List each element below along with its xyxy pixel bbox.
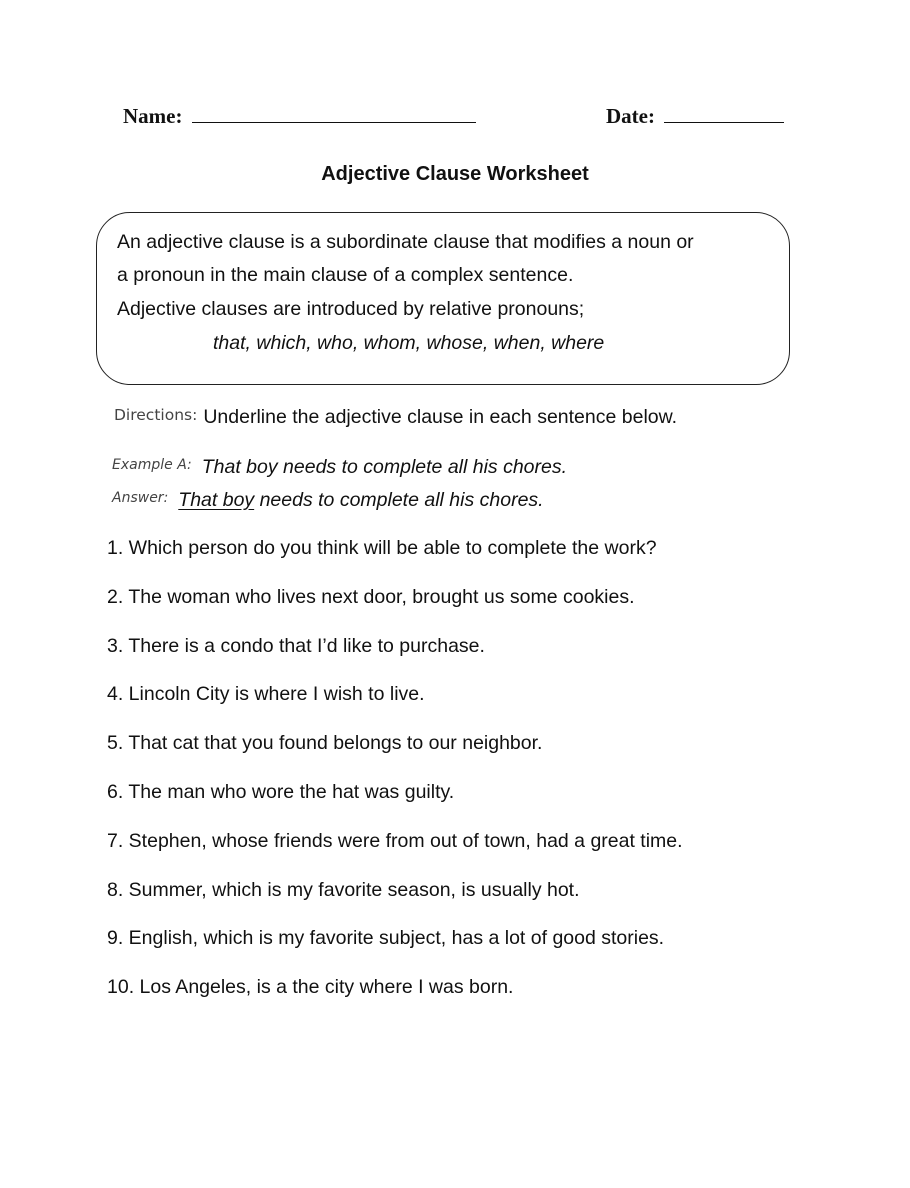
sentence-item: 1. Which person do you think will be able to complete the work? <box>107 537 657 559</box>
sentence-item: 8. Summer, which is my favorite season, is usually hot. <box>107 878 580 901</box>
answer-rest-text: needs to complete all his chores. <box>254 489 544 511</box>
date-field-group <box>606 104 784 129</box>
example-label: Example A: <box>112 457 192 473</box>
directions-label: Directions: <box>114 406 198 424</box>
directions <box>114 406 677 429</box>
date-label: Date: <box>606 104 655 128</box>
definition-line-2: a pronoun in the main clause of a complex sentence. <box>117 264 574 286</box>
worksheet-title: Adjective Clause Worksheet <box>321 163 589 185</box>
sentence-item: 7. Stephen, whose friends were from out of town, had a great time. <box>107 829 683 852</box>
definition-line-3: Adjective clauses are introduced by relative pronouns; <box>117 298 585 320</box>
sentence-item: 6. The man who wore the hat was guilty. <box>107 780 455 803</box>
definition-box <box>96 212 790 385</box>
answer-row <box>112 489 544 512</box>
sentence-item: 3. There is a condo that I’d like to purchase. <box>107 634 485 657</box>
sentence-item: 2. The woman who lives next door, brought us some cookies. <box>107 585 635 608</box>
answer-underlined-clause: That boy <box>178 489 255 511</box>
date-blank-line[interactable] <box>664 104 784 123</box>
sentence-item: 9. English, which is my favorite subject, has a lot of good stories. <box>107 927 665 950</box>
sentence-item: 5. That cat that you found belongs to our neighbor. <box>107 732 543 755</box>
name-blank-line[interactable] <box>192 104 476 123</box>
name-label: Name: <box>123 104 183 128</box>
name-field-group <box>123 104 476 129</box>
relative-pronouns-list: that, which, who, whom, whose, when, where <box>213 332 605 354</box>
directions-text: Underline the adjective clause in each sentence below. <box>203 406 678 428</box>
header-row <box>123 104 788 138</box>
example-row <box>112 456 567 479</box>
answer-label: Answer: <box>112 490 169 506</box>
definition-line-1: An adjective clause is a subordinate clause that modifies a noun or <box>117 231 694 253</box>
example-text: That boy needs to complete all his chores. <box>201 456 568 478</box>
sentence-item: 10. Los Angeles, is a the city where I was born. <box>107 976 514 999</box>
sentence-item: 4. Lincoln City is where I wish to live. <box>107 683 425 706</box>
sentence-list <box>107 537 683 1025</box>
